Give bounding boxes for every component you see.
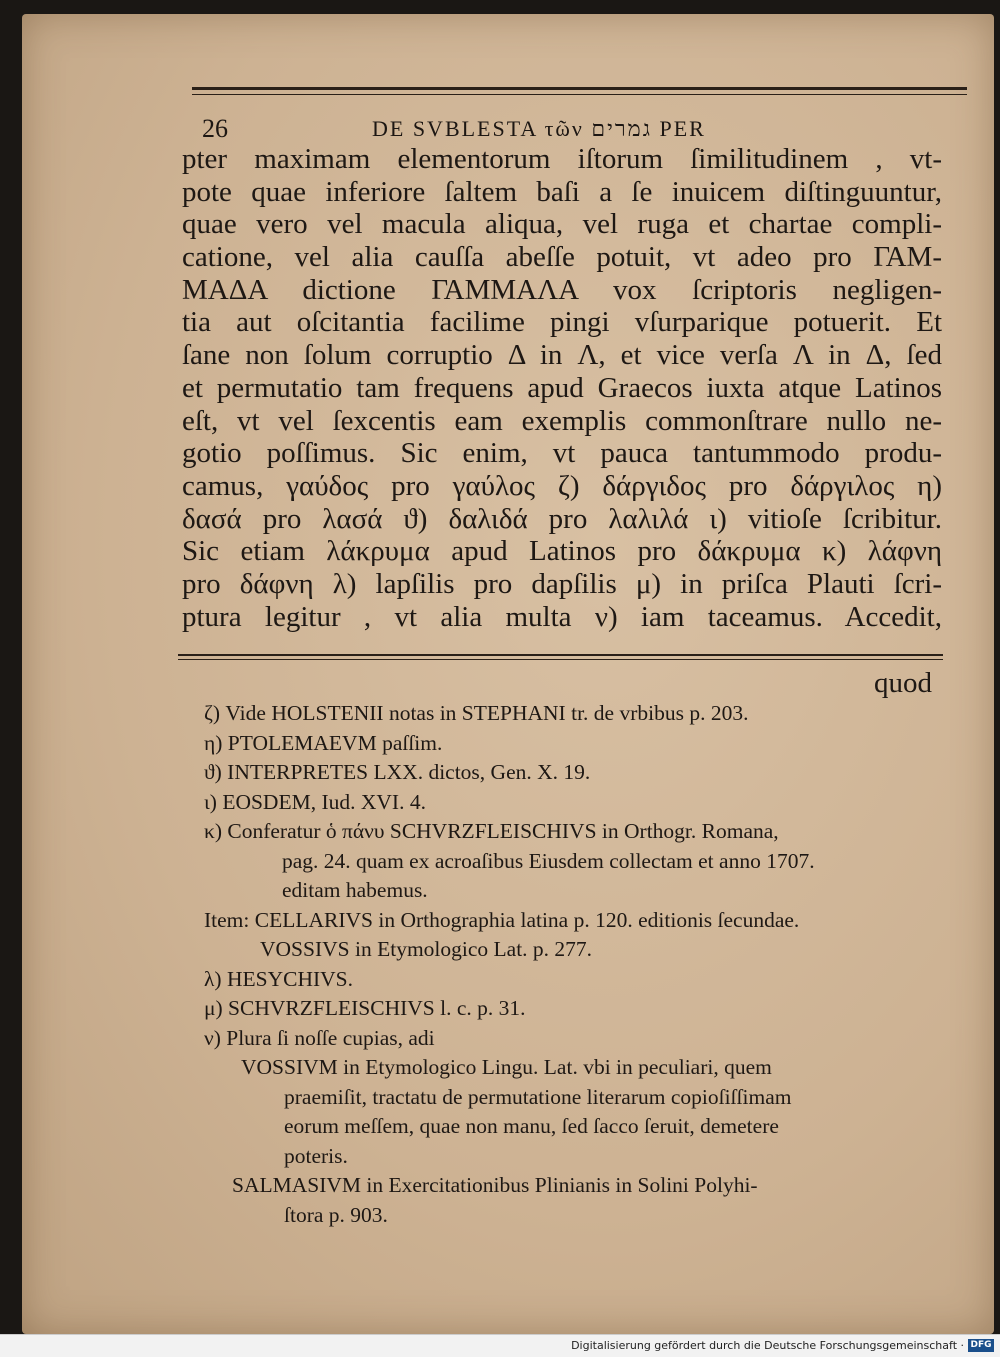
body-line: eſt, vt vel ſexcentis eam exemplis commonſtrare nullo ne- [182,404,942,437]
header-rule-thin [192,94,967,95]
footnote-nu-cont: ſtora p. 903. [284,1202,388,1227]
footnote-nu-cont: poteris. [284,1143,348,1168]
footnote-kappa-cont: pag. 24. quam ex acroaſibus Eiusdem collectam et anno 1707. [282,848,815,873]
footnote-theta: ϑ) INTERPRETES LXX. dictos, Gen. X. 19. [204,760,591,784]
footnote-lambda: λ) HESYCHIVS. [204,966,353,991]
body-line: et permutatio tam frequens apud Graecos iuxta atque Latinos [182,371,942,404]
footnote-item-cont: VOSSIVS in Etymologico Lat. p. 277. [260,937,593,961]
body-line: gotio poſſimus. Sic enim, vt pauca tantummodo produ- [182,437,942,470]
body-line: Sic etiam λάκρυμα apud Latinos pro δάκρυμα κ) λάφνη [182,535,942,568]
footnote-eta: η) PTOLEMAEVM paſſim. [204,730,443,755]
digitization-footer [0,1334,1000,1357]
body-line: ptura legitur , vt alia multa ν) iam taceamus. Accedit, [182,600,942,633]
header-rule [192,87,967,90]
footnote-nu-cont: eorum meſſem, quae non manu, ſed ſacco ſeruit, demetere [284,1114,779,1138]
footnote-nu-cont: praemiſit, tractatu de permutatione literarum copioſiſſimam [284,1084,792,1109]
catchword: quod [874,667,932,699]
funding-credit: Digitalisierung gefördert durch die Deutsche Forschungsgemeinschaft · [571,1339,964,1352]
footnote-iota: ι) EOSDEM, Iud. XVI. 4. [204,789,426,814]
footnote-nu-salmasius: SALMASIVM in Exercitationibus Plinianis in Solini Polyhi- [232,1173,758,1197]
running-head: DE SVBLESTA τῶν גמרים PER [372,116,706,141]
body-line: camus, γαύδος pro γαύλος ζ) δάργιδος pro δάργιλος η) [182,469,942,502]
footnote-mu: μ) SCHVRZFLEISCHIVS l. c. p. 31. [204,996,526,1020]
footnote-rule [178,654,943,656]
footnotes [204,699,944,1230]
body-line: ΜΑΔΑ dictione ΓΑΜΜΑΛΑ vox ſcriptoris negligen- [182,273,942,306]
body-text [182,143,942,633]
footnote-rule-thin [178,659,943,660]
body-line: catione, vel alia cauſſa abeſſe potuit, vt adeo pro ΓΑΜ- [182,241,942,274]
dfg-logo-icon: DFG [968,1339,994,1352]
footnote-item: Item: CELLARIVS in Orthographia latina p. 120. editionis ſecundae. [204,907,800,932]
body-line: ſane non ſolum corruptio Δ in Λ, et vice verſa Λ in Δ, ſed [182,339,942,372]
footnote-nu: ν) Plura ſi noſſe cupias, adi [204,1025,435,1050]
page-header [182,114,972,144]
body-line: pote quae inferiore ſaltem baſi a ſe inuicem diſtinguuntur, [182,175,942,208]
page-number: 26 [202,114,228,143]
body-line: pro δάφνη λ) lapſilis pro dapſilis μ) in priſca Plauti ſcri- [182,567,942,600]
footnote-kappa-cont: editam habemus. [282,878,428,902]
footnote-zeta: ζ) Vide HOLSTENII notas in STEPHANI tr. de vrbibus p. 203. [204,701,749,725]
body-line: δασά pro λασά ϑ) δαλιδά pro λαλιλά ι) vitioſe ſcribitur. [182,502,942,535]
body-line: quae vero vel macula aliqua, vel ruga et chartae compli- [182,208,942,241]
body-line: pter maximam elementorum iſtorum ſimilitudinem , vt- [182,143,942,175]
footnote-nu-vossius: VOSSIVM in Etymologico Lingu. Lat. vbi in peculiari, quem [241,1055,772,1079]
body-line: tia aut oſcitantia facilime pingi vſurparique potuerit. Et [182,306,942,339]
footnote-kappa: κ) Conferatur ὁ πάνυ SCHVRZFLEISCHIVS in Orthogr. Romana, [204,819,779,843]
